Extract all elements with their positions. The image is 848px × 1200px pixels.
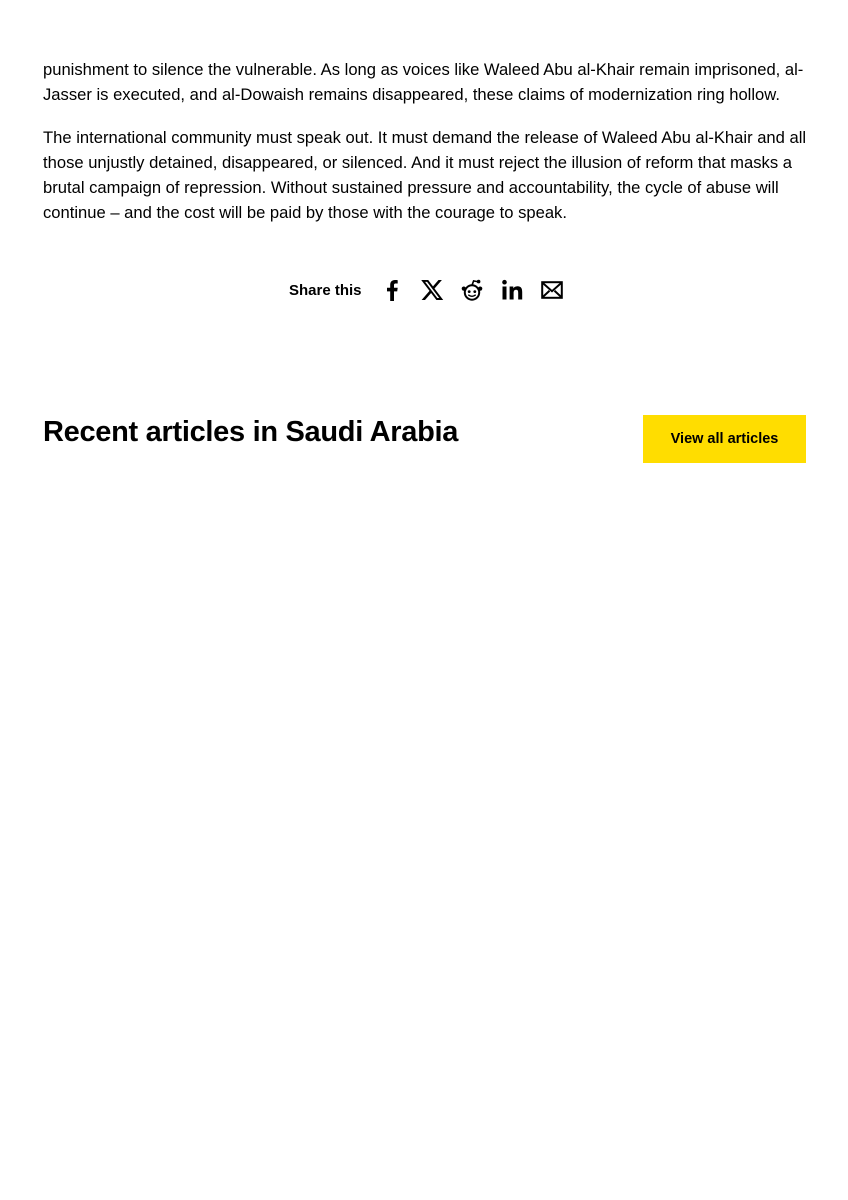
- share-bar: [289, 275, 580, 305]
- view-all-articles-button[interactable]: View all articles: [643, 415, 806, 463]
- article-paragraph: punishment to silence the vulnerable. As long as voices like Waleed Abu al-Khair remain imprisoned, al-Jasser is executed, and al-Dowaish remains disappeared, these claims of modernization ring hollow.: [43, 60, 804, 105]
- share-label: Share this: [289, 281, 362, 299]
- section-title: Recent articles in Saudi Arabia: [43, 416, 459, 448]
- reddit-icon[interactable]: [460, 278, 484, 302]
- article-body: [43, 57, 807, 243]
- email-icon[interactable]: [540, 278, 564, 302]
- article-paragraph: The international community must speak out. It must demand the release of Waleed Abu al-Khair and all those unjustly detained, disappeared, or silenced. And it must reject the illusion of reform that masks a brutal campaign of repression. Without sustained pressure and accountability, the cycle of abuse will continue – and the cost will be paid by those with the courage to speak.: [43, 127, 807, 223]
- linkedin-icon[interactable]: [500, 278, 524, 302]
- facebook-icon[interactable]: [380, 278, 404, 302]
- x-icon[interactable]: [420, 278, 444, 302]
